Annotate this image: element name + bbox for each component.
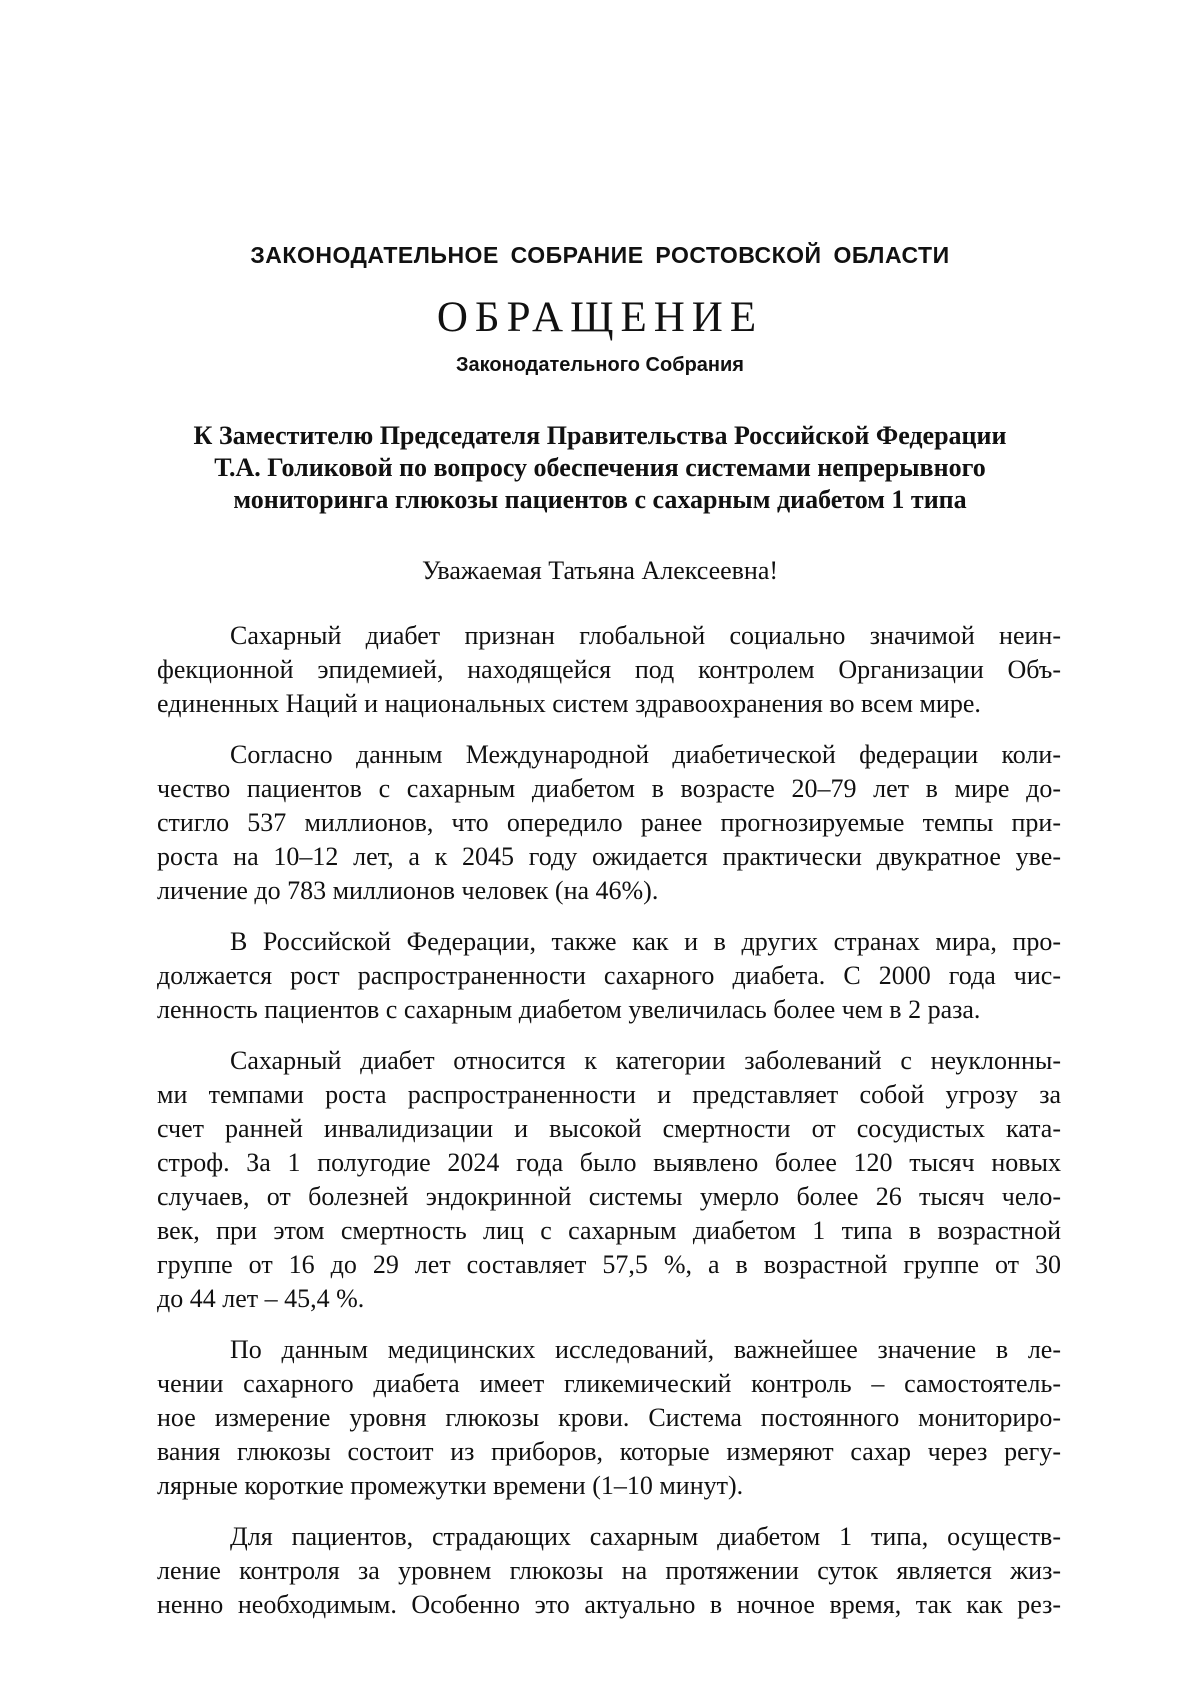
- paragraph-line: должается рост распространенности сахарного диабета. С 2000 года чис-: [157, 961, 1061, 990]
- paragraph: [157, 619, 1061, 721]
- paragraph-line: до 44 лет – 45,4 %.: [157, 1284, 365, 1313]
- paragraph-line: случаев, от болезней эндокринной системы умерло более 26 тысяч чело-: [157, 1182, 1061, 1211]
- paragraph-line: счет ранней инвалидизации и высокой смертности от сосудистых ката-: [157, 1114, 1061, 1143]
- paragraph: [157, 1520, 1061, 1622]
- paragraph-line: век, при этом смертность лиц с сахарным диабетом 1 типа в возрастной: [157, 1216, 1061, 1245]
- paragraph: [157, 925, 1061, 1027]
- paragraph-line: чении сахарного диабета имеет гликемический контроль – самостоятель-: [157, 1369, 1061, 1398]
- paragraph-line: фекционной эпидемией, находящейся под контролем Организации Объ-: [157, 655, 1061, 684]
- paragraph-line: ное измерение уровня глюкозы крови. Система постоянного мониториро-: [157, 1403, 1061, 1432]
- heading-line: мониторинга глюкозы пациентов с сахарным диабетом 1 типа: [233, 485, 967, 514]
- paragraph-line: Для пациентов, страдающих сахарным диабетом 1 типа, осуществ-: [230, 1522, 1061, 1551]
- body-text: [157, 619, 1061, 1639]
- paragraph-line: лярные короткие промежутки времени (1–10 минут).: [157, 1471, 744, 1500]
- organization-title: ЗАКОНОДАТЕЛЬНОЕ СОБРАНИЕ РОСТОВСКОЙ ОБЛАСТИ: [250, 242, 950, 268]
- paragraph-line: ленность пациентов с сахарным диабетом увеличилась более чем в 2 раза.: [157, 995, 981, 1024]
- paragraph-line: Сахарный диабет относится к категории заболеваний с неуклонны-: [230, 1046, 1061, 1075]
- paragraph-line: личение до 783 миллионов человек (на 46%).: [157, 876, 659, 905]
- paragraph-line: Сахарный диабет признан глобальной социально значимой неин-: [230, 621, 1061, 650]
- paragraph-line: ми темпами роста распространенности и представляет собой угрозу за: [157, 1080, 1061, 1109]
- paragraph-line: строф. За 1 полугодие 2024 года было выявлено более 120 тысяч новых: [157, 1148, 1061, 1177]
- paragraph-line: ненно необходимым. Особенно это актуально в ночное время, так как рез-: [157, 1590, 1061, 1619]
- paragraph: [157, 1044, 1061, 1316]
- paragraph-line: По данным медицинских исследований, важнейшее значение в ле-: [230, 1335, 1061, 1364]
- paragraph-line: чество пациентов с сахарным диабетом в возрасте 20–79 лет в мире до-: [157, 774, 1061, 803]
- paragraph: [157, 1333, 1061, 1503]
- paragraph-line: Согласно данным Международной диабетической федерации коли-: [230, 740, 1061, 769]
- paragraph-line: вания глюкозы состоит из приборов, которые измеряют сахар через регу-: [157, 1437, 1061, 1466]
- document-type-title: ОБРАЩЕНИЕ: [436, 294, 764, 341]
- greeting: Уважаемая Татьяна Алексеевна!: [421, 556, 779, 585]
- heading-line: К Заместителю Председателя Правительства Российской Федерации: [193, 421, 1007, 450]
- paragraph-line: ление контроля за уровнем глюкозы на протяжении суток является жиз-: [157, 1556, 1061, 1585]
- paragraph: [157, 738, 1061, 908]
- paragraph-line: В Российской Федерации, также как и в других странах мира, про-: [230, 927, 1061, 956]
- paragraph-line: стигло 537 миллионов, что опередило ранее прогнозируемые темпы при-: [157, 808, 1061, 837]
- paragraph-line: роста на 10–12 лет, а к 2045 году ожидается практически двукратное уве-: [157, 842, 1061, 871]
- paragraph-line: группе от 16 до 29 лет составляет 57,5 %, а в возрастной группе от 30: [157, 1250, 1061, 1279]
- heading-line: Т.А. Голиковой по вопросу обеспечения системами непрерывного: [214, 453, 986, 482]
- appeal-heading: [0, 420, 1200, 516]
- document-subtitle: Законодательного Собрания: [456, 354, 744, 376]
- paragraph-line: единенных Наций и национальных систем здравоохранения во всем мире.: [157, 689, 981, 718]
